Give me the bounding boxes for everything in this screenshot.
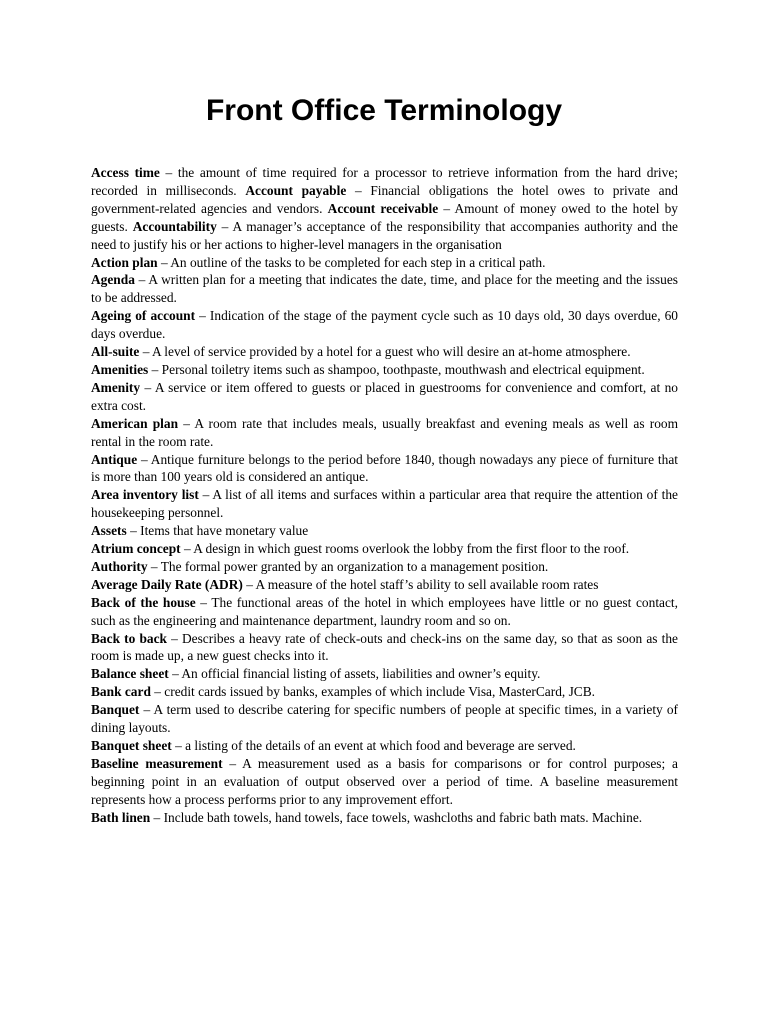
glossary-definition: – Include bath towels, hand towels, face towels, washcloths and fabric bath mats. Machine.	[150, 809, 643, 825]
glossary-term: Action plan	[91, 254, 158, 270]
glossary-definition: – A design in which guest rooms overlook the lobby from the first floor to the roof.	[180, 541, 630, 557]
glossary-entry	[91, 307, 678, 343]
glossary-definition: – A measurement used as a basis for comparisons or for control purposes; a beginning point in an evaluation of output observed over a period of time. A baseline measurement represents how a process performs prior to any improvement effort.	[91, 755, 678, 807]
glossary-entry	[91, 576, 678, 594]
glossary-entry	[91, 558, 678, 576]
glossary-definition: – A level of service provided by a hotel for a guest who will desire an at-home atmosphere.	[139, 344, 631, 360]
glossary-entry	[91, 343, 678, 361]
glossary-definition: – Indication of the stage of the payment cycle such as 10 days old, 30 days overdue, 60 days overdue.	[91, 308, 678, 342]
glossary-entry	[91, 809, 678, 827]
glossary-term: Account payable	[245, 182, 347, 198]
glossary-definition: – Amount of money owed to the hotel by guests.	[91, 200, 679, 234]
glossary-entry	[91, 271, 678, 307]
glossary-definition: – credit cards issued by banks, examples of which include Visa, MasterCard, JCB.	[150, 684, 595, 700]
glossary-entry	[91, 415, 678, 451]
page-title: Front Office Terminology	[205, 94, 563, 127]
glossary-term: Account receivable	[327, 200, 439, 216]
glossary-term: Assets	[91, 523, 127, 539]
glossary-term: Authority	[91, 558, 148, 574]
glossary-entry	[91, 540, 678, 558]
glossary-definition: – a listing of the details of an event at which food and beverage are served.	[171, 738, 576, 753]
glossary-entry	[91, 665, 678, 683]
glossary-definition: – A room rate that includes meals, usually breakfast and evening meals as well as room rental in the room rate.	[91, 415, 678, 449]
glossary-entry	[91, 522, 678, 540]
glossary-definition: – A manager’s acceptance of the responsibility that accompanies authority and the need to justify his or her actions to higher-level managers in the organisation	[91, 218, 678, 252]
glossary-definition: – A written plan for a meeting that indicates the date, time, and place for the meeting and the issues to be addressed.	[91, 272, 678, 306]
glossary-term: Back of the house	[91, 594, 196, 610]
glossary-definition: – An official financial listing of assets, liabilities and owner’s equity.	[168, 666, 541, 682]
glossary-term: American plan	[91, 415, 179, 431]
glossary-term: Antique	[91, 451, 138, 467]
glossary-term: Area inventory list	[91, 487, 199, 503]
glossary-entry	[91, 254, 678, 272]
glossary-definition: – Describes a heavy rate of check-outs and check-ins on the same day, so that as soon as the room is made up, a new guest checks into it.	[91, 630, 679, 664]
glossary-entry	[91, 361, 678, 379]
glossary-entry	[91, 701, 678, 737]
glossary-term: Ageing of account	[91, 308, 196, 324]
glossary-term: Agenda	[91, 272, 135, 288]
glossary-definition: – An outline of the tasks to be completed for each step in a critical path.	[157, 254, 546, 270]
glossary-term: Bath linen	[91, 809, 151, 825]
glossary-entry	[91, 164, 678, 254]
glossary-body	[91, 164, 678, 827]
glossary-term: All-suite	[91, 344, 140, 360]
glossary-definition: – A term used to describe catering for specific numbers of people at specific times, in a variety of dining layouts.	[91, 702, 678, 736]
glossary-definition: – the amount of time required for a processor to retrieve information from the hard drive; recorded in milliseconds.	[91, 165, 678, 198]
glossary-term: Balance sheet	[91, 666, 169, 682]
glossary-entry	[91, 379, 678, 415]
glossary-term: Amenities	[91, 361, 149, 377]
glossary-definition: – A measure of the hotel staff’s ability to sell available room rates	[242, 576, 599, 592]
glossary-definition: – The formal power granted by an organization to a management position.	[147, 558, 549, 574]
glossary-term: Average Daily Rate (ADR)	[91, 576, 243, 592]
glossary-term: Bank card	[91, 684, 151, 700]
glossary-definition: – A list of all items and surfaces within a particular area that require the attention of the housekeeping personnel.	[91, 487, 678, 521]
glossary-entry	[91, 755, 678, 809]
glossary-term: Accountability	[132, 218, 217, 234]
glossary-term: Back to back	[91, 630, 167, 646]
glossary-definition: – Personal toiletry items such as shampoo, toothpaste, mouthwash and electrical equipment.	[148, 361, 645, 377]
glossary-term: Atrium concept	[91, 541, 181, 557]
glossary-term: Access time	[91, 165, 160, 180]
glossary-entry	[91, 594, 678, 630]
glossary-definition: – Antique furniture belongs to the period before 1840, though nowadays any piece of furniture that is more than 100 years old is considered an antique.	[91, 451, 678, 485]
glossary-definition: – A service or item offered to guests or placed in guestrooms for convenience and comfort, at no extra cost.	[91, 379, 678, 413]
glossary-entry	[91, 486, 678, 522]
glossary-entry	[91, 630, 678, 666]
glossary-term: Banquet sheet	[91, 738, 172, 753]
glossary-entry	[91, 683, 678, 701]
glossary-term: Baseline measurement	[91, 755, 223, 771]
glossary-definition: – Items that have monetary value	[126, 523, 309, 539]
glossary-definition: – Financial obligations the hotel owes to private and government-related agencies and vendors.	[91, 182, 678, 216]
glossary-term: Banquet	[91, 702, 140, 718]
glossary-entry	[91, 451, 678, 487]
glossary-definition: – The functional areas of the hotel in which employees have little or no guest contact, such as the engineering and maintenance department, laundry room and so on.	[91, 594, 678, 628]
glossary-term: Amenity	[91, 379, 141, 395]
glossary-entry	[91, 737, 678, 755]
